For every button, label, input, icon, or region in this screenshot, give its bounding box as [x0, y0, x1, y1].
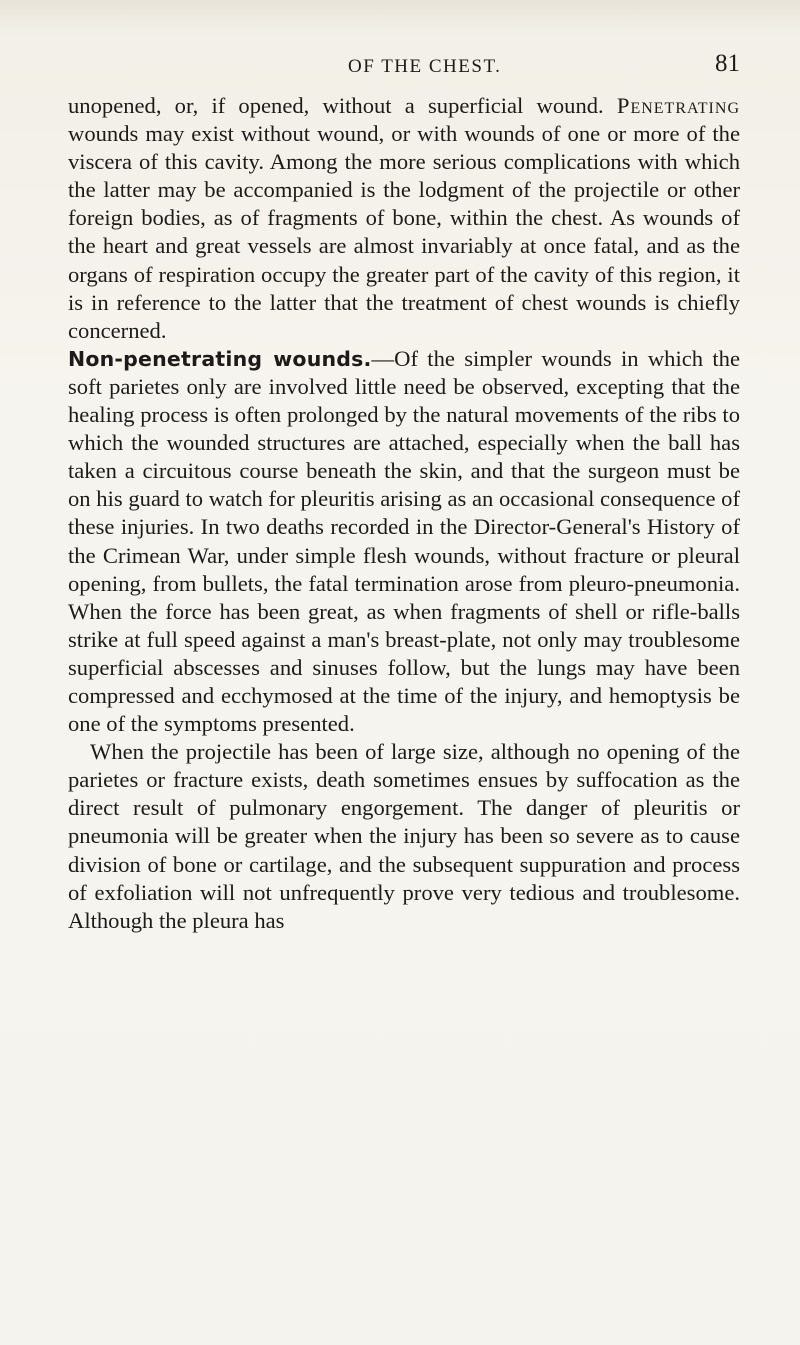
- page-top-shadow: [0, 0, 800, 30]
- paragraph-1-text: unopened, or, if opened, without a superficial wound.: [68, 93, 617, 118]
- penetrating-term: Penetrating: [616, 93, 740, 118]
- body-text: [68, 92, 740, 935]
- page-number: 81: [715, 50, 740, 77]
- paragraph-1: [68, 92, 740, 345]
- running-head: OF THE CHEST.: [348, 56, 502, 77]
- paragraph-2: [68, 345, 740, 738]
- paragraph-3: [68, 738, 740, 935]
- paragraph-1-rest: wounds may exist without wound, or with wounds of one or more of the viscera of this cavity. Among the more serious complications with which the latter may be accompanied is the lodgment of the projectile or other foreign bodies, as of fragments of bone, within the chest. As wounds of the heart and great vessels are almost invariably at once fatal, and as the organs of respiration occupy the greater part of the cavity of this region, it is in reference to the latter that the treatment of chest wounds is chiefly concerned.: [68, 121, 740, 343]
- section-heading-non-penetrating: Non-penetrating wounds.: [68, 346, 372, 371]
- paragraph-2-text: —Of the simpler wounds in which the soft parietes only are involved little need be observed, excepting that the healing process is often prolonged by the natural movements of the ribs to which the wounded structures are attached, especially when the ball has taken a circuitous course beneath the skin, and that the surgeon must be on his guard to watch for pleuritis arising as an occasional consequence of these injuries. In two deaths recorded in the Director-General's History of the Crimean War, under simple flesh wounds, without fracture or pleural opening, from bullets, the fatal termination arose from pleuro-pneumonia. When the force has been great, as when fragments of shell or rifle-balls strike at full speed against a man's breast-plate, not only may troublesome superficial abscesses and sinuses follow, but the lungs may have been compressed and ecchymosed at the time of the injury, and hemoptysis be one of the symptoms presented.: [68, 345, 740, 737]
- paragraph-3-text: When the projectile has been of large size, although no opening of the parietes or fracture exists, death sometimes ensues by suffocation as the direct result of pulmonary engorgement. The danger of pleuritis or pneumonia will be greater when the injury has been so severe as to cause division of bone or cartilage, and the subsequent suppuration and process of exfoliation will not unfrequently prove very tedious and troublesome. Although the pleura has: [68, 739, 740, 933]
- page-header: [0, 50, 800, 90]
